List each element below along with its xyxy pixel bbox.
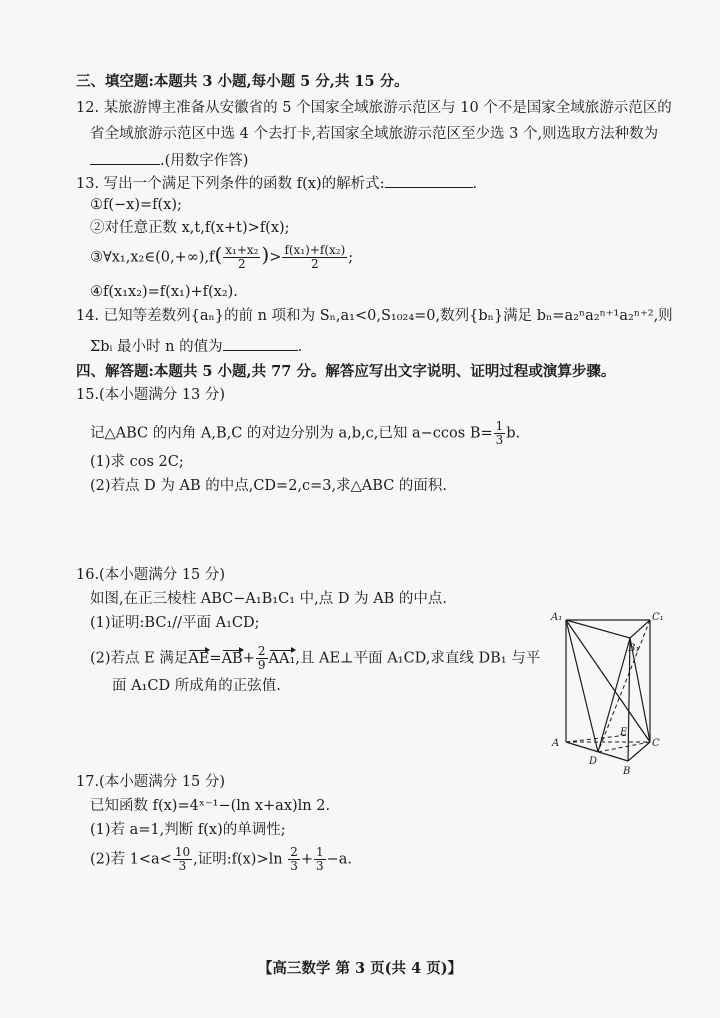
q13-fraction-2: $\frac{\text{f(x₁)+f(x₂)}}{2}$ bbox=[284, 243, 346, 271]
prism-figure bbox=[548, 608, 670, 780]
q12-line3: .(用数字作答) bbox=[90, 150, 248, 171]
q14-line2: Σbᵢ 最小时 n 的值为 . bbox=[90, 336, 302, 357]
vector-ae: AE bbox=[188, 650, 210, 667]
q13-condition-3: ③∀x₁,x₂∈(0,+∞),f( $\frac{\text{x₁+x₂}}{2}$ )> $\frac{\text{f(x₁)+f(x₂)}}{2}$ ; bbox=[90, 242, 354, 271]
q15-stem: 记△ABC 的内角 A,B,C 的对边分别为 a,b,c,已知 a−ccos B= $\frac{1}{3}$ b. bbox=[90, 419, 521, 447]
page-footer: 【高三数学 第 3 页(共 4 页)】 bbox=[257, 960, 463, 977]
label-b1: B₁ bbox=[628, 643, 640, 654]
label-d: D bbox=[589, 756, 598, 767]
q12-line2: 省全域旅游示范区中选 4 个去打卡,若国家全域旅游示范区至少选 3 个,则选取方法种数为 bbox=[90, 126, 659, 142]
q16-stem: 如图,在正三棱柱 ABC−A₁B₁C₁ 中,点 D 为 AB 的中点. bbox=[90, 591, 448, 607]
q12-line1: 12. 某旅游博主准备从安徽省的 5 个国家全域旅游示范区与 10 个不是国家全域旅游示范区的 bbox=[76, 100, 672, 116]
label-c1: C₁ bbox=[652, 612, 664, 623]
q17-fraction-3: $\frac{1}{3}$ bbox=[316, 845, 324, 873]
q15-part-2: (2)若点 D 为 AB 的中点,CD=2,c=3,求△ABC 的面积. bbox=[90, 478, 448, 494]
q16-part-1: (1)证明:BC₁//平面 A₁CD; bbox=[90, 615, 260, 631]
q17-fraction-2: $\frac{2}{3}$ bbox=[290, 845, 298, 873]
label-a1: A₁ bbox=[551, 612, 563, 623]
label-a: A bbox=[552, 738, 560, 749]
q15-fraction: $\frac{1}{3}$ bbox=[495, 419, 504, 447]
q13-answer-blank bbox=[385, 173, 473, 188]
q16-part-2-line2: 面 A₁CD 所成角的正弦值. bbox=[112, 678, 281, 694]
section-4-header: 四、解答题:本题共 5 小题,共 77 分。解答应写出文字说明、证明过程或演算步骤。 bbox=[76, 363, 616, 380]
q13-condition-4: ④f(x₁x₂)=f(x₁)+f(x₂). bbox=[90, 284, 238, 300]
q12-answer-blank bbox=[90, 150, 160, 165]
q13-condition-2: ②对任意正数 x,t,f(x+t)>f(x); bbox=[90, 220, 290, 236]
q15-part-1: (1)求 cos 2C; bbox=[90, 454, 184, 470]
q14-answer-blank bbox=[223, 336, 298, 351]
q13-fraction-1: $\frac{\text{x₁+x₂}}{2}$ bbox=[225, 243, 259, 271]
section-3-header: 三、填空题:本题共 3 小题,每小题 5 分,共 15 分。 bbox=[76, 73, 409, 90]
label-c: C bbox=[652, 738, 660, 749]
q13-stem: 13. 写出一个满足下列条件的函数 f(x)的解析式: . bbox=[76, 173, 477, 194]
q16-fraction: $\frac{2}{9}$ bbox=[257, 644, 266, 672]
q17-fraction-1: $\frac{10}{3}$ bbox=[174, 845, 191, 873]
vector-ab: AB bbox=[221, 650, 243, 667]
q13-condition-1: ①f(−x)=f(x); bbox=[90, 197, 182, 213]
q14-line1: 14. 已知等差数列{aₙ}的前 n 项和为 Sₙ,a₁<0,S₁₀₂₄=0,数列{bₙ}满足 bₙ=a₂ⁿa₂ⁿ⁺¹a₂ⁿ⁺²,则 bbox=[76, 308, 673, 324]
q17-part-1: (1)若 a=1,判断 f(x)的单调性; bbox=[90, 822, 286, 838]
vector-aa1: AA₁ bbox=[268, 650, 296, 667]
label-b: B bbox=[623, 766, 631, 777]
q16-part-2-line1: (2)若点 E 满足AE=AB+ $\frac{2}{9}$ AA₁,且 AE⊥平面 A₁CD,求直线 DB₁ 与平 bbox=[90, 644, 541, 672]
q17-title: 17.(本小题满分 15 分) bbox=[76, 774, 226, 790]
q17-stem: 已知函数 f(x)=4ˣ⁻¹−(ln x+ax)ln 2. bbox=[90, 798, 331, 814]
q15-title: 15.(本小题满分 13 分) bbox=[76, 387, 226, 403]
label-e: E bbox=[620, 727, 628, 738]
q16-title: 16.(本小题满分 15 分) bbox=[76, 567, 226, 583]
q17-part-2: (2)若 1<a< $\frac{10}{3}$ ,证明:f(x)>ln $\frac{2}{3}$ + $\frac{1}{3}$ −a. bbox=[90, 845, 353, 873]
